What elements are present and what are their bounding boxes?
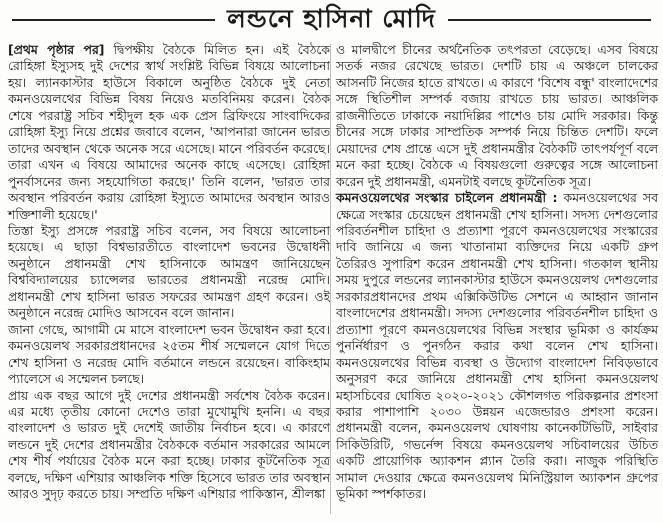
headline-rule-right bbox=[448, 19, 651, 21]
left-paragraph-1 bbox=[8, 42, 330, 223]
column-divider bbox=[330, 44, 331, 514]
right-paragraph-1: ও মালদ্বীপে চীনের অর্থনৈতিক তৎপরতা বেড়েছে। এসব বিষয়ে সতর্ক নজর রেখেছে ভারত। দেশটি চায় এ অঞ্চলে চালকের আসনটি নিজের হাতে রাখতে। এ কারণে 'বিশেষ বন্ধু' বাংলাদেশের সঙ্গে স্থিতিশীল সম্পর্ক বজায় রাখতে চায় ভারত। আঞ্চলিক রাজনীতিতে ঢাকাকে নয়াদিল্লির পাশেও চায় মোদি সরকার। কিন্তু চীনের সঙ্গে ঢাকার সাম্প্রতিক সম্পর্ক নিয়ে চিন্তিত দেশটি। ফলে মেয়াদের শেষ প্রান্তে এসে দুই প্রধানমন্ত্রীর বৈঠকটি তাৎপর্যপূর্ণ বলে মনে করা হচ্ছে। বৈঠকে এ বিষয়গুলো গুরুত্বের সঙ্গে আলোচনা করেন দুই প্রধানমন্ত্রী, এমনটাই বলছে কূটনৈতিক সূত্র। bbox=[336, 42, 658, 189]
headline-rule-left bbox=[12, 19, 215, 21]
subheading: কমনওয়েলথের সংস্কার চাইলেন প্রধানমন্ত্রী : bbox=[336, 190, 558, 206]
left-paragraph-2: তিস্তা ইস্যু প্রসঙ্গে পররাষ্ট্র সচিব বলেন, সব বিষয়ে আলোচনা হয়েছে। এ ছাড়া বিশ্বভারতীতে বাংলাদেশ ভবনের উদ্বোধনী অনুষ্ঠানে প্রধানমন্ত্রী শেখ হাসিনাকে আমন্ত্রণ জানিয়েছেন বিশ্ববিদ্যালয়ের চ্যান্সেলর ভারতের প্রধানমন্ত্রী নরেন্দ্র মোদি। প্রধানমন্ত্রী শেখ হাসিনা ভারত সফরের আমন্ত্রণ গ্রহণ করেন। ওই অনুষ্ঠানে নরেন্দ্র মোদিও আসবেন বলে জানান। bbox=[8, 222, 330, 321]
continuation-lead: [প্রথম পৃষ্ঠার পর] bbox=[8, 42, 105, 57]
left-column bbox=[8, 42, 330, 503]
headline-bar bbox=[0, 0, 663, 40]
left-paragraph-3: জানা গেছে, আগামী মে মাসে বাংলাদেশ ভবন উদ্বোধন করা হবে। কমনওয়েলথ সরকারপ্রধানদের ২৫তম শীর্ষ সম্মেলনে যোগ দিতে শেখ হাসিনা ও নরেন্দ্র মোদি বর্তমানে লন্ডনে রয়েছেন। বাকিংহাম প্যালেসে এ সম্মেলন চলছে। bbox=[8, 321, 330, 387]
left-paragraph-4: প্রায় এক বছর আগে দুই দেশের প্রধানমন্ত্রী সর্বশেষ বৈঠক করেন। এর মধ্যে তৃতীয় কোনো দেশেও তারা মুখোমুখি হননি। এ বছর বাংলাদেশ ও ভারত দুই দেশেই জাতীয় নির্বাচন হবে। এ কারণে লন্ডনে দুই দেশের প্রধানমন্ত্রীর বৈঠককে বর্তমান সরকারের আমলে শেষ শীর্ষ পর্যায়ের বৈঠক মনে করা হচ্ছে। ঢাকার কূটনৈতিক সূত্র বলছে, দক্ষিণ এশিয়ার আঞ্চলিক শক্তি হিসেবে ভারত তার অবস্থান আরও সুদৃঢ় করতে চায়। সম্প্রতি দক্ষিণ এশিয়ার পাকিস্তান, শ্রীলঙ্কা bbox=[8, 387, 330, 502]
right-paragraph-2-text: কমনওয়েলথের সব ক্ষেত্রে সংস্কার চেয়েছেন প্রধানমন্ত্রী শেখ হাসিনা। সদস্য দেশগুলোর পরিবর্তনশীল চাহিদা ও প্রত্যাশা পূরণে কমনওয়েলথের সংস্কারের দাবি জানিয়ে এ জন্য খাতানামা ব্যক্তিদের নিয়ে একটি গ্রুপ তৈরিরও সুপারিশ করেন প্রধানমন্ত্রী শেখ হাসিনা। গতকাল স্থানীয় সময় দুপুরে লন্ডনের ল্যানকাস্টার হাউসে কমনওয়েলথ দেশগুলোর সরকারপ্রধানদের প্রথম এক্সিকিউটিভ সেশনে এ আহ্বান জানান বাংলাদেশের প্রধানমন্ত্রী। সদস্য দেশগুলোর পরিবর্তনশীল চাহিদা ও প্রত্যাশা পূরণে কমনওয়েলথের বিভিন্ন সংস্থার ভূমিকা ও কার্যক্রম পুনর্নির্ধারণ ও পুনর্গঠন করার কথা বলেন শেখ হাসিনা। কমনওয়েলথের বিভিন্ন ব্যবস্থা ও উদ্যোগ বাংলাদেশ নিবিড়ভাবে অনুসরণ করে জানিয়ে প্রধানমন্ত্রী শেখ হাসিনা কমনওয়েলথ মহাসচিবের ঘোষিত ২০২০-২০২১ কৌশলগত পরিকল্পনার প্রশংসা করার পাশাপাশি ২০৩০ উন্নয়ন এজেন্ডারও প্রশংসা করেন। প্রধানমন্ত্রী বলেন, কমনওয়েলথ ঘোষণায় কানেকটিভিটি, সাইবার সিকিউরিটি, গভর্নেন্স বিষয়ে কমনওয়েলথ সচিবালয়ের উচিত একটি প্রায়োগিক অ্যাকশন প্ল্যান তৈরি করা। নাজুক পরিস্থিতি সামাল দেওয়ার ক্ষেত্রে কমনওয়েলথ মিনিস্ট্রিয়াল অ্যাকশন গ্রুপের ভূমিকা স্পর্শকাতর। bbox=[336, 190, 658, 502]
headline: লন্ডনে হাসিনা মোদি bbox=[227, 3, 436, 33]
right-column bbox=[336, 42, 658, 503]
left-paragraph-1-text: দ্বিপক্ষীয় বৈঠকে মিলিত হন। এই বৈঠকে রোহিঙ্গা ইস্যুসহ দুই দেশের স্বার্থ সংশ্লিষ্ট বিভিন্ন বিষয়ে আলোচনা হয়। ল্যানকাস্টার হাউসে বিকালে অনুষ্ঠিত বৈঠকে দুই নেতা কমনওয়েলথের বিভিন্ন বিষয় নিয়েও মতবিনিময় করেন। বৈঠক শেষে পররাষ্ট্র সচিব শহীদুল হক এক প্রেস ব্রিফিংয়ে সাংবাদিকের রোহিঙ্গা ইস্যু নিয়ে প্রশ্নের জবাবে বলেন, 'আপনারা জানেন ভারত তাদের অবস্থান থেকে অনেক সরে এসেছে। মানে পরিবর্তন করেছে। তারা এখন এ বিষয়ে আমাদের অনেক কাছে এসেছে। রোহিঙ্গা পুনর্বাসনের জন্য সহযোগিতা করছে।' তিনি বলেন, 'ভারত তার অবস্থান পরিবর্তন করায় রোহিঙ্গা ইস্যুতে আমাদের অবস্থান আরও শক্তিশালী হয়েছে।' bbox=[8, 42, 330, 222]
right-paragraph-2 bbox=[336, 190, 658, 503]
